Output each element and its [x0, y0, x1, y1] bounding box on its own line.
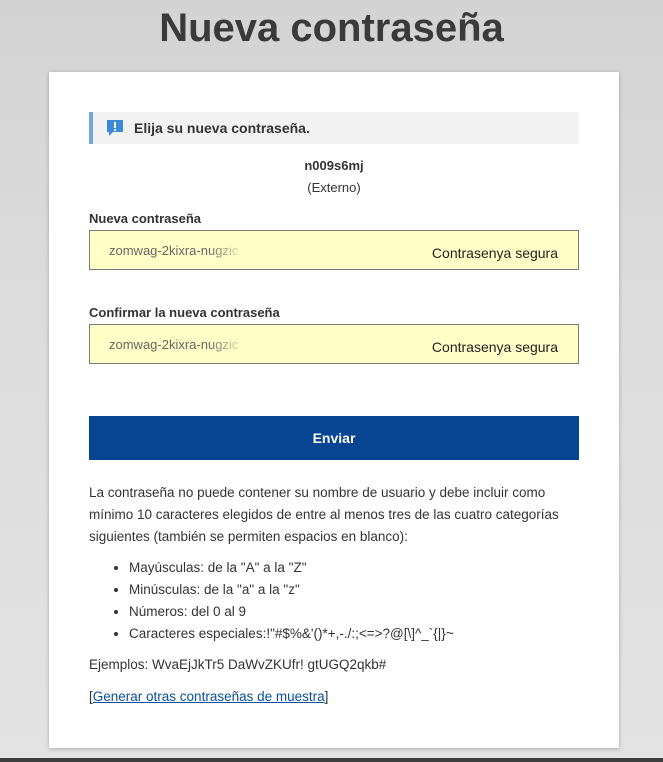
confirm-password-label: Confirmar la nueva contraseña [89, 305, 280, 320]
generate-samples-link[interactable]: Generar otras contraseñas de muestra [92, 689, 325, 704]
help-intro: La contraseña no puede contener su nombre de usuario y debe incluir como mínimo 10 caracteres elegidos de entre al menos tres de las cuatro categorías siguientes (también se permiten espacios en blanco): [89, 485, 559, 544]
generate-line [89, 686, 579, 708]
rule-special: • Caracteres especiales:!"#$%&'()*+,-./:;<=>?@[\]^_`{|}~ [129, 623, 579, 645]
notice-text: Elija su nueva contraseña. [134, 120, 310, 136]
page-title: Nueva contraseña [159, 6, 504, 50]
rule-lowercase: • Minúsculas: de la "a" a la "z" [129, 579, 579, 601]
confirm-password-field[interactable] [89, 324, 579, 364]
user-type: (Externo) [307, 180, 361, 195]
password-help [89, 482, 579, 708]
rule-uppercase: • Mayúsculas: de la "A" a la "Z" [129, 557, 579, 579]
new-password-field[interactable] [89, 230, 579, 270]
username: n009s6mj [304, 158, 364, 173]
exclamation-speech-icon [105, 118, 125, 138]
new-password-label: Nueva contraseña [89, 211, 201, 226]
new-password-input[interactable] [109, 243, 249, 258]
notice-banner [89, 112, 579, 144]
password-form-card [49, 72, 619, 748]
rule-numbers: • Números: del 0 al 9 [129, 601, 579, 623]
new-password-strength: Contrasenya segura [431, 245, 558, 261]
bottom-strip [0, 758, 663, 762]
rules-list [89, 557, 579, 645]
bracket-open: [ [89, 689, 93, 704]
confirm-password-input[interactable] [109, 337, 249, 352]
confirm-password-strength: Contrasenya segura [431, 339, 558, 355]
bracket-close: ] [324, 689, 329, 704]
submit-button[interactable]: Enviar [89, 416, 579, 460]
examples-text: Ejemplos: WvaEjJkTr5 DaWvZKUfr! gtUGQ2qkb# [89, 657, 387, 672]
